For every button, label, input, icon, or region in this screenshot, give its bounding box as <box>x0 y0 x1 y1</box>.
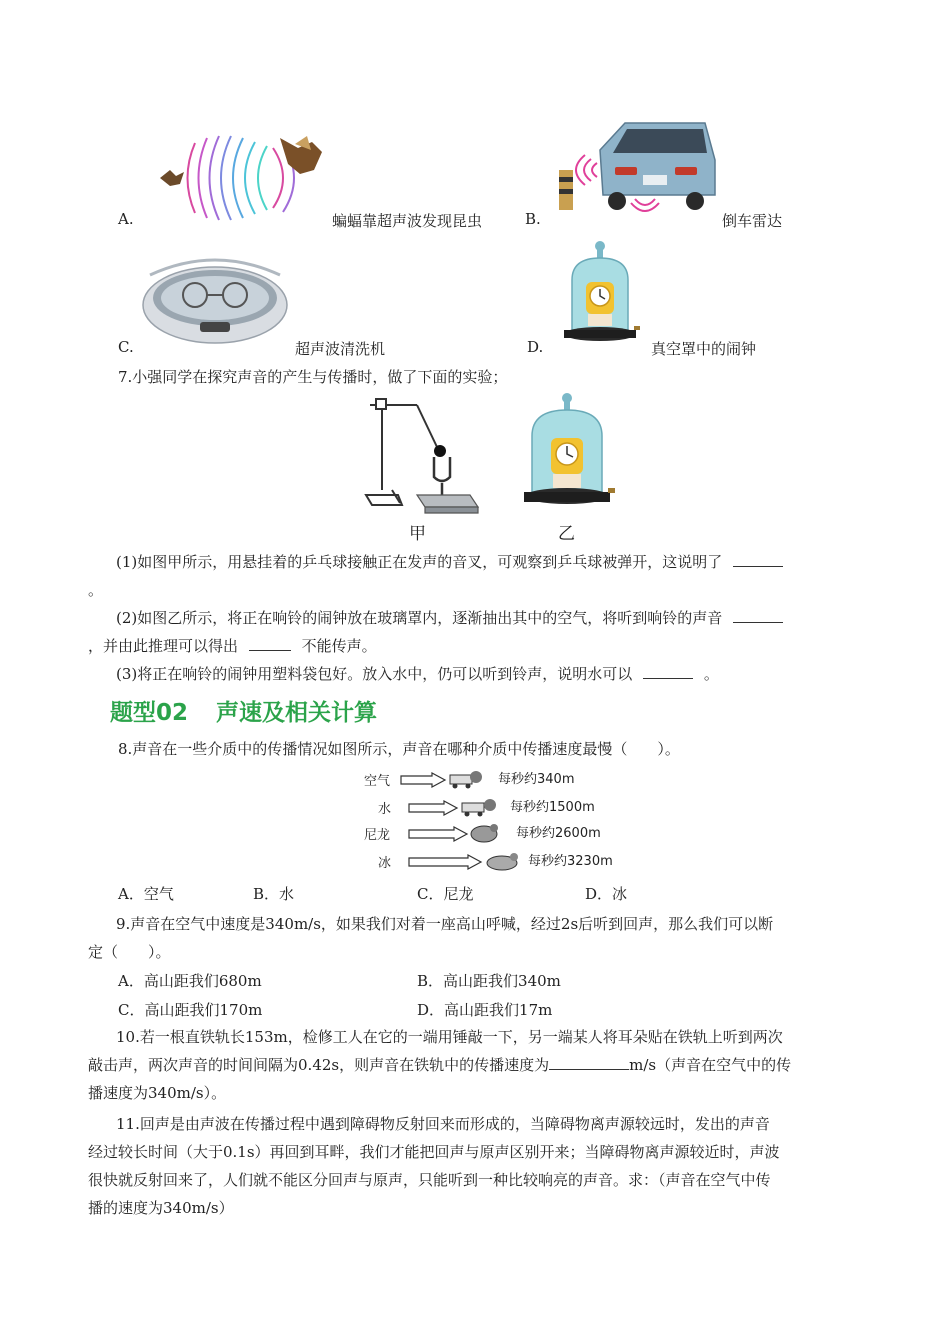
speed-row <box>360 794 620 820</box>
medium-label: 空气 <box>364 774 391 789</box>
q8-option-c[interactable]: C．尼龙 <box>417 885 474 903</box>
bell-jar-alarm-clock-figure <box>520 392 615 514</box>
option-c-letter: C. <box>118 338 134 356</box>
option-d-letter: D. <box>527 338 544 356</box>
question-7-part-3 <box>88 660 863 688</box>
arrow-icon <box>400 772 446 788</box>
q7-p1-blank[interactable] <box>733 550 783 567</box>
bat-echolocation-illustration <box>155 128 335 223</box>
q9-option-d[interactable]: D．高山距我们17m <box>417 1001 553 1019</box>
reversing-radar-car-illustration <box>555 115 720 215</box>
q10-line-3: 播速度为340m/s）。 <box>88 1084 227 1102</box>
arrow-icon <box>408 800 458 816</box>
speed-label: 每秒约2600m <box>516 826 601 841</box>
q10-line-2: 敲击声，两次声音的时间间隔为0.42s，则声音在铁轨中的传播速度为 <box>88 1056 550 1074</box>
q9-option-c[interactable]: C．高山距我们170m <box>118 1001 263 1019</box>
mouse-icon <box>484 850 522 872</box>
q10-line-2-end: m/s（声音在空气中的传 <box>629 1056 792 1074</box>
q11-line-4: 播的速度为340m/s） <box>88 1199 234 1217</box>
q10-line-1: 10.若一根直铁轨长153m，检修工人在它的一端用锤敲一下，另一端某人将耳朵贴在铁轨上听到两次 <box>116 1028 783 1046</box>
question-7-part-1 <box>88 548 863 604</box>
section-label: 题型02 <box>110 700 189 726</box>
cart-icon <box>460 797 498 817</box>
speed-label: 每秒约1500m <box>510 800 595 815</box>
q8-option-a[interactable]: A．空气 <box>118 885 174 903</box>
speed-label: 每秒约3230m <box>528 854 613 869</box>
q9-stem-line-2: 定（ ）。 <box>88 943 171 961</box>
q7-p3-end: 。 <box>703 665 719 683</box>
q7-p3-text: (3)将正在响铃的闹钟用塑料袋包好。放入水中，仍可以听到铃声，说明水可以 <box>116 665 633 683</box>
question-9-stem <box>88 910 863 966</box>
q7-p2-text: (2)如图乙所示，将正在响铃的闹钟放在玻璃罩内，逐渐抽出其中的空气，将听到响铃的声音 <box>116 609 723 627</box>
medium-label: 冰 <box>378 856 392 871</box>
question-10 <box>88 1023 863 1107</box>
question-8-stem: 8.声音在一些介质中的传播情况如图所示，声音在哪种介质中传播速度最慢（ ）。 <box>118 740 680 758</box>
q7-p3-blank[interactable] <box>643 662 693 679</box>
q8-option-b[interactable]: B．水 <box>253 885 295 903</box>
q11-line-2: 经过较长时间（大于0.1s）再回到耳畔，我们才能把回声与原声区别开来；当障碍物离声源较近时，声波 <box>88 1143 780 1161</box>
q8-option-d[interactable]: D．冰 <box>585 885 628 903</box>
option-c-text: 超声波清洗机 <box>295 340 386 358</box>
q7-p2-blank-1[interactable] <box>733 606 783 623</box>
ultrasonic-cleaner-illustration <box>140 250 290 345</box>
arrow-icon <box>408 854 482 870</box>
tuning-fork-pingpong-figure <box>362 395 492 520</box>
q7-p2-blank-2[interactable] <box>249 634 291 651</box>
speed-row <box>360 820 630 846</box>
speed-row <box>360 848 630 874</box>
bell-jar-alarm-clock-illustration <box>560 240 640 350</box>
question-7-stem: 7.小强同学在探究声音的产生与传播时，做了下面的实验； <box>118 368 508 386</box>
q7-p2-c: 不能传声。 <box>301 637 377 655</box>
medium-label: 尼龙 <box>364 828 391 843</box>
q9-stem-line-1: 9.声音在空气中速度是340m/s，如果我们对着一座高山呼喊，经过2s后听到回声，那么我们可以断 <box>116 915 774 933</box>
figure-label-jia: 甲 <box>409 524 426 544</box>
speed-row <box>360 766 620 792</box>
mouse-icon <box>468 822 502 844</box>
sound-speed-figure <box>360 766 620 876</box>
section-heading <box>110 694 377 727</box>
option-a-letter: A. <box>118 210 134 228</box>
q10-blank[interactable] <box>549 1053 629 1070</box>
question-7-part-2 <box>88 604 863 660</box>
section-title: 声速及相关计算 <box>216 700 378 726</box>
q9-option-a[interactable]: A．高山距我们680m <box>118 972 262 990</box>
option-a-text: 蝙蝠靠超声波发现昆虫 <box>332 212 483 230</box>
speed-label: 每秒约340m <box>498 772 575 787</box>
option-b-letter: B. <box>525 210 541 228</box>
q11-line-1: 11.回声是由声波在传播过程中遇到障碍物反射回来而形成的，当障碍物离声源较远时，发出的声音 <box>116 1115 770 1133</box>
arrow-icon <box>408 826 468 842</box>
q9-option-b[interactable]: B．高山距我们340m <box>417 972 561 990</box>
cart-icon <box>448 769 484 789</box>
question-11 <box>88 1110 863 1222</box>
q7-p1-text: (1)如图甲所示，用悬挂着的乒乓球接触正在发声的音叉，可观察到乒乓球被弹开，这说明了 <box>116 553 723 571</box>
option-d-text: 真空罩中的闹钟 <box>651 340 757 358</box>
q7-p1-end: 。 <box>88 581 104 599</box>
medium-label: 水 <box>378 802 392 817</box>
q7-p2-b: ，并由此推理可以得出 <box>88 637 239 655</box>
q11-line-3: 很快就反射回来了，人们就不能区分回声与原声，只能听到一种比较响亮的声音。求：（声音在空气中传 <box>88 1171 771 1189</box>
option-b-text: 倒车雷达 <box>722 212 783 230</box>
figure-label-yi: 乙 <box>558 524 575 544</box>
